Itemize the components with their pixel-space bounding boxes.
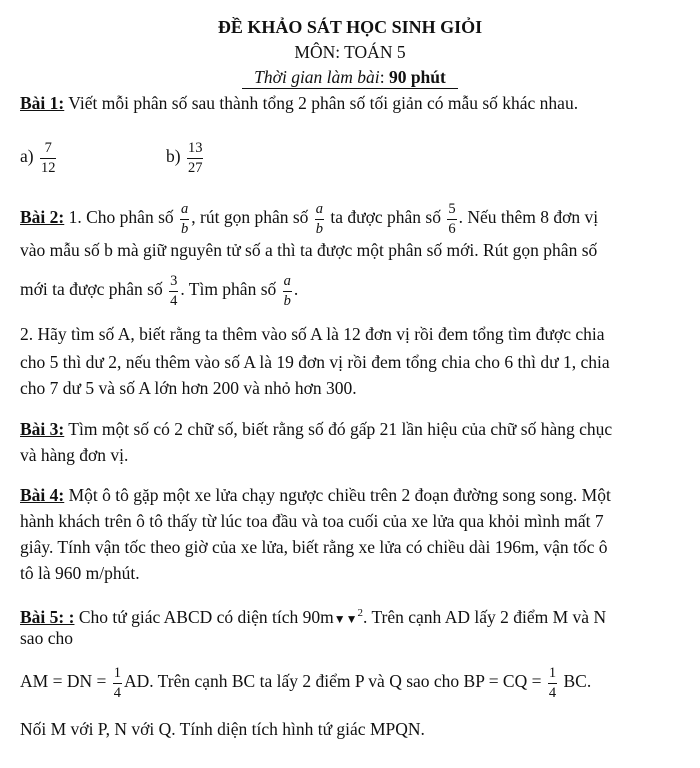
bai3-line2: và hàng đơn vị.: [20, 445, 129, 465]
bai3-text: Tìm một số có 2 chữ số, biết rằng số đó gấp 21 lần hiệu của chữ số hàng chục: [64, 419, 613, 439]
bai5-line3: [20, 666, 591, 700]
exam-subject: MÔN: TOÁN 5: [294, 42, 406, 62]
bai2-text: .: [293, 279, 299, 300]
fraction-7-12: $\frac{7}{12}$: [40, 140, 56, 176]
bai2-text: ta được phân số: [326, 207, 446, 228]
fraction-a-b: $\frac{a}{b}$: [181, 201, 189, 237]
bai5-label: Bài 5: :: [20, 606, 75, 627]
exponent: 2: [357, 607, 364, 619]
triangle-glyph: ▼▼: [333, 611, 358, 626]
bai2-label: Bài 2:: [20, 207, 65, 228]
bai2-part2-line2: cho 5 thì dư 2, nếu thêm vào số A là 19 đơn vị rồi đem tổng chia cho 6 thì dư 1, chia: [20, 352, 610, 372]
bai1-heading: [20, 92, 578, 114]
bai1-label: Bài 1:: [20, 93, 65, 113]
bai5-text: AD. Trên cạnh BC ta lấy 2 điểm P và Q sao cho BP = CQ =: [123, 671, 546, 692]
bai2-text: , rút gọn phân số: [191, 207, 313, 228]
fraction-1-4: $\frac{1}{4}$: [113, 665, 121, 701]
bai4-line1: [20, 484, 611, 506]
bai2-part2-line1: 2. Hãy tìm số A, biết rằng ta thêm vào số A là 12 đơn vị rồi đem tổng tìm được chia: [20, 324, 605, 344]
bai4-line3: giây. Tính vận tốc theo giờ của xe lửa, biết rằng xe lửa có chiều dài 196m, vận tốc ô: [20, 537, 608, 557]
fraction-1-4: $\frac{1}{4}$: [548, 665, 557, 701]
bai2-text: . Tìm phân số: [180, 279, 281, 300]
bai1-b-label: b): [166, 146, 185, 167]
bai4-label: Bài 4:: [20, 485, 65, 505]
bai2-line3: [20, 274, 298, 308]
fraction-a-b: $\frac{a}{b}$: [283, 273, 291, 309]
bai3-line1: [20, 418, 612, 440]
bai2-text: . Nếu thêm 8 đơn vị: [458, 207, 599, 228]
exam-time: [0, 66, 700, 88]
bai2-line2: vào mẫu số b mà giữ nguyên tử số a thì ta được một phân số mới. Rút gọn phân số: [20, 240, 598, 260]
bai5-text: BC.: [559, 671, 592, 692]
exam-title: ĐỀ KHẢO SÁT HỌC SINH GIỎI: [217, 17, 483, 37]
bai5-line1: [20, 602, 606, 630]
fraction-13-27: $\frac{13}{27}$: [187, 140, 203, 176]
bai5-text: AM = DN =: [20, 671, 111, 692]
bai2-part2-line3: cho 7 dư 5 và số A lớn hơn 200 và nhỏ hơn 300.: [20, 378, 357, 398]
bai3-label: Bài 3:: [20, 419, 65, 439]
fraction-5-6: $\frac{5}{6}$: [448, 201, 456, 237]
fraction-3-4: $\frac{3}{4}$: [170, 273, 178, 309]
bai5-text: . Trên cạnh AD lấy 2 điểm M và N: [363, 606, 607, 627]
bai5-line2: sao cho: [20, 628, 73, 648]
bai2-line1: [20, 202, 598, 236]
bai2-text: 1. Cho phân số: [64, 207, 178, 228]
fraction-a-b: $\frac{a}{b}$: [315, 201, 324, 237]
time-sep: :: [379, 67, 389, 87]
bai1-part-b: [166, 141, 205, 175]
bai4-line4: tô là 960 m/phút.: [20, 563, 140, 583]
bai1-a-label: a): [20, 146, 38, 167]
bai4-text: Một ô tô gặp một xe lửa chạy ngược chiều trên 2 đoạn đường song song. Một: [64, 485, 611, 505]
bai1-parts: [20, 141, 58, 175]
bai2-text: mới ta được phân số: [20, 279, 168, 300]
bai5-text: Cho tứ giác ABCD có diện tích 90m: [74, 606, 334, 627]
bai4-line2: hành khách trên ô tô thấy từ lúc toa đầu và toa cuối của xe lửa qua khỏi mình mất 7: [20, 511, 604, 531]
bai5-line4: Nối M với P, N với Q. Tính diện tích hình tứ giác MPQN.: [20, 719, 425, 739]
time-label: Thời gian làm bài: [254, 67, 380, 87]
time-value: 90 phút: [388, 67, 446, 87]
bai1-text: Viết mỗi phân số sau thành tổng 2 phân số tối giản có mẫu số khác nhau.: [64, 93, 579, 113]
